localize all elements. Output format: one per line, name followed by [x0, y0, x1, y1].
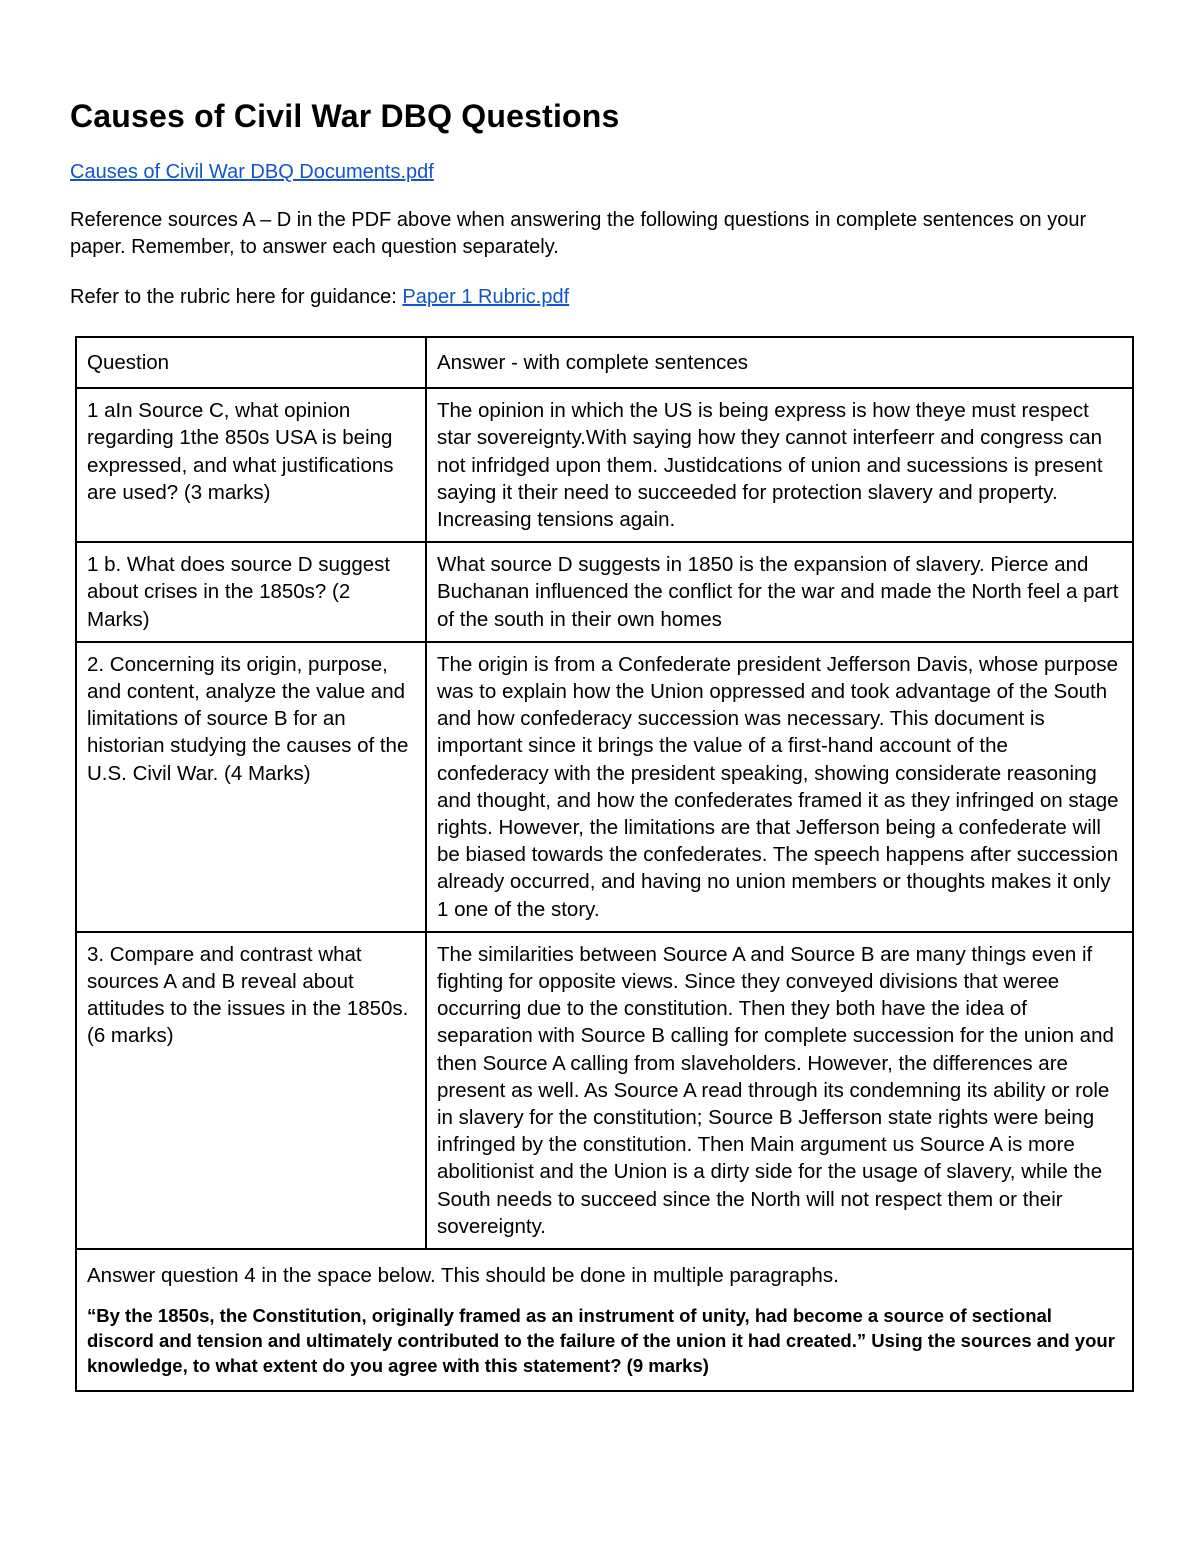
final-question-statement: “By the 1850s, the Constitution, originally framed as an instrument of unity, had become a source of sectional discord and tension and ultimately contributed to the failure of the union it had created.” Using the sources and your knowledge, to what extent do you agree with this statement? (9 marks) — [87, 1305, 1115, 1377]
question-cell: 2. Concerning its origin, purpose, and content, analyze the value and limitations of source B for an historian studying the causes of the U.S. Civil War. (4 Marks) — [76, 642, 426, 932]
document-page — [70, 95, 1132, 311]
answer-cell[interactable]: The origin is from a Confederate president Jefferson Davis, whose purpose was to explain how the Union oppressed and took advantage of the South and how confederacy succession was necessary. This document is important since it brings the value of a first-hand account of the confederacy with the president speaking, showing considerate reasoning and thought, and how the confederates framed it as they infringed on stage rights. However, the limitations are that Jefferson being a confederate will be biased towards the confederates. The speech happens after succession already occurred, and having no union members or thoughts makes it only 1 one of the story. — [426, 642, 1133, 932]
header-question: Question — [76, 337, 426, 388]
answer-cell[interactable]: The opinion in which the US is being express is how theye must respect star sovereignty.With saying how they cannot interfeerr and congress can not infridged upon them. Justidcations of union and sucessions is present saying it their need to succeeded for protection slavery and property. Increasing tensions again. — [426, 388, 1133, 542]
instructions-text: Reference sources A – D in the PDF above when answering the following questions in complete sentences on your paper. Remember, to answer each question separately. — [70, 209, 1087, 258]
question-cell: 3. Compare and contrast what sources A and B reveal about attitudes to the issues in the 1850s. (6 marks) — [76, 932, 426, 1249]
answer-cell[interactable]: What source D suggests in 1850 is the expansion of slavery. Pierce and Buchanan influenced the conflict for the war and made the North feel a part of the south in their own homes — [426, 542, 1133, 642]
question-cell: 1 aIn Source C, what opinion regarding 1the 850s USA is being expressed, and what justifications are used? (3 marks) — [76, 388, 426, 542]
documents-link-line — [70, 159, 1132, 185]
final-question-intro: Answer question 4 in the space below. This should be done in multiple paragraphs. — [87, 1264, 839, 1288]
table-row — [76, 542, 1133, 642]
table-header-row — [76, 337, 1133, 388]
table-row — [76, 388, 1133, 542]
table-row — [76, 932, 1133, 1249]
header-answer: Answer - with complete sentences — [426, 337, 1133, 388]
page-title: Causes of Civil War DBQ Questions — [70, 98, 620, 134]
final-question-cell[interactable] — [76, 1249, 1133, 1391]
question-cell: 1 b. What does source D suggest about crises in the 1850s? (2 Marks) — [76, 542, 426, 642]
table-row — [76, 642, 1133, 932]
rubric-line — [70, 284, 1132, 311]
dbq-table — [75, 336, 1134, 1392]
answer-cell[interactable]: The similarities between Source A and Source B are many things even if fighting for opposite views. Since they conveyed divisions that weree occurring due to the constitution. Then they both have the idea of separation with Source B calling for complete succession for the union and then Source A calling from slaveholders. However, the differences are present as well. As Source A read through its condemning its ability or role in slavery for the constitution; Source B Jefferson state rights were being infringed by the constitution. Then Main argument us Source A is more abolitionist and the Union is a dirty side for the usage of slavery, while the South needs to succeed since the North will not respect them or their sovereignty. — [426, 932, 1133, 1249]
rubric-prefix: Refer to the rubric here for guidance: — [70, 286, 403, 308]
rubric-link[interactable]: Paper 1 Rubric.pdf — [402, 286, 570, 308]
table-final-row — [76, 1249, 1133, 1391]
documents-link[interactable]: Causes of Civil War DBQ Documents.pdf — [70, 161, 434, 183]
